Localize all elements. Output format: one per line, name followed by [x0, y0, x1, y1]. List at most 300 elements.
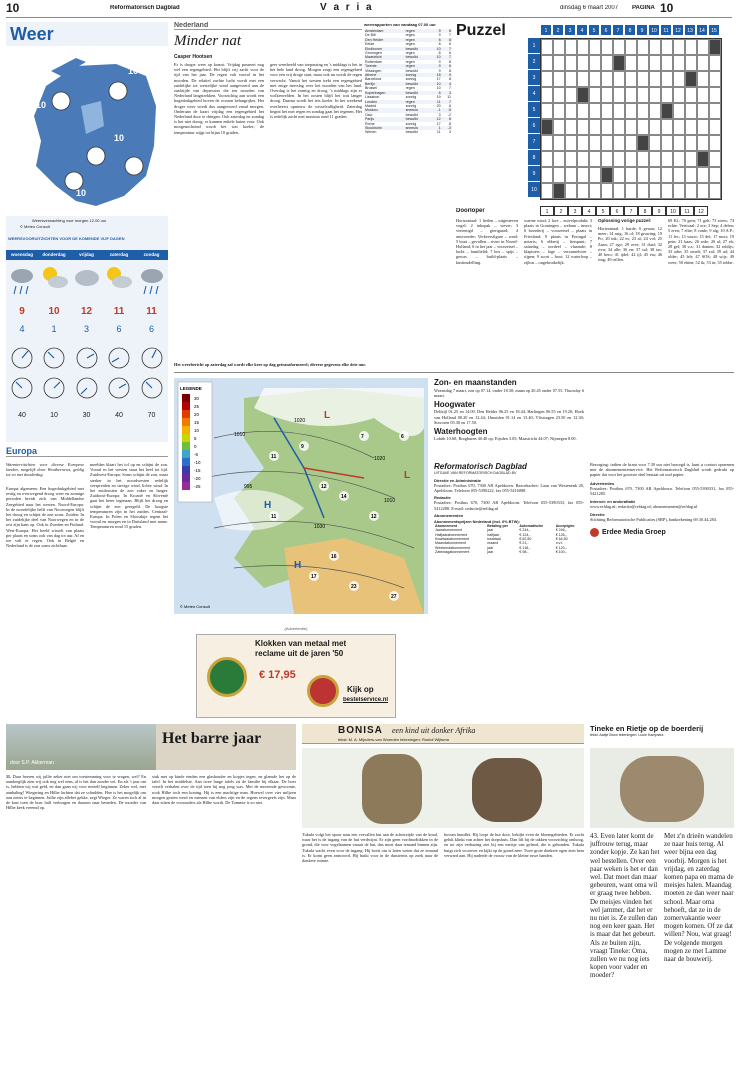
legend-value: 30	[194, 396, 200, 401]
puzzle-cell[interactable]	[577, 151, 589, 167]
observation-cell: 12	[436, 117, 441, 122]
puzzle-cell[interactable]	[589, 119, 601, 135]
observation-cell: 11	[436, 130, 441, 135]
puzzle-cell[interactable]	[661, 87, 673, 103]
puzzle-cell[interactable]	[709, 135, 721, 151]
legend-swatch	[182, 410, 190, 418]
puzzle-cell[interactable]	[589, 151, 601, 167]
puzzle-cell[interactable]	[709, 87, 721, 103]
puzzle-cell[interactable]	[697, 151, 709, 167]
puzzle-cell[interactable]	[553, 119, 565, 135]
sun-cloud-icon	[107, 267, 132, 288]
tineke-column-1: 43. Even later komt de juffrouw terug, maar zonder kopje. Ze kan het wel bestellen. Over een paar weken is het er dan wel. Dat moet dan maar gebeuren, want oma wil er graag twee hebben. De meisjes vinden het wel jammer, dat het er nu niet is. Ze zullen dan nog een keer gaan. Het is maar dat het gebeurt. Als ze buiten zijn, vraagt Tineke: Oma, zullen we nu nog iets kopen voor vader en moeder?	[590, 832, 660, 980]
puzzle-cell[interactable]	[685, 183, 697, 199]
legend-swatch	[182, 466, 190, 474]
puzzle-cell[interactable]	[589, 183, 601, 199]
puzzle-cell[interactable]	[697, 167, 709, 183]
puzzle-cell[interactable]	[709, 183, 721, 199]
map-svg	[174, 378, 428, 614]
puzzle-cell[interactable]	[589, 167, 601, 183]
observation-cell: regen	[405, 29, 415, 33]
max-temp: 12	[80, 306, 93, 317]
puzzle-cell[interactable]	[685, 119, 697, 135]
article-author: Casper Hootsen	[174, 54, 213, 60]
observation-cell: bewolkt	[405, 81, 418, 86]
puzzle-cell[interactable]	[649, 151, 661, 167]
observation-cell: sneeuw	[405, 125, 418, 130]
observation-cell: 6	[438, 90, 441, 95]
puzzle-cell[interactable]	[661, 183, 673, 199]
puzzle-cell[interactable]	[613, 119, 625, 135]
puzzle-cell[interactable]	[553, 39, 565, 55]
puzzle-cell[interactable]	[541, 183, 553, 199]
puzzle-top-number: 2	[552, 24, 564, 36]
cloud-icon	[75, 270, 99, 286]
temp-label: 27	[391, 594, 397, 600]
observation-cell: Rotterdam	[365, 59, 382, 64]
puzzle-cell[interactable]	[661, 39, 673, 55]
puzzle-cell[interactable]	[637, 119, 649, 135]
max-temp: 10	[48, 306, 60, 317]
temp-label: 17	[311, 574, 317, 580]
observation-cell: 6	[449, 51, 451, 56]
pressure-label: 1030	[314, 524, 326, 530]
puzzle-cell[interactable]	[541, 103, 553, 119]
puzzle-bottom-number: 1	[540, 206, 554, 216]
puzzle-cell[interactable]	[685, 55, 697, 71]
puzzle-cell[interactable]	[673, 167, 685, 183]
puzzle-bottom-number: 5	[596, 206, 610, 216]
puzzle-cell[interactable]	[625, 39, 637, 55]
puzzle-cell[interactable]	[613, 87, 625, 103]
puzzle-cell[interactable]	[541, 135, 553, 151]
rain-chance: 30	[82, 412, 91, 419]
puzzle-cell[interactable]	[697, 55, 709, 71]
temp-label: 9	[301, 444, 304, 450]
observation-cell: 8	[449, 37, 451, 42]
observation-cell: 8	[449, 29, 451, 33]
rates-title: Abonnementsprijzen Nederland (incl. 6% BTW):	[434, 519, 520, 524]
puzzle-cell[interactable]	[649, 119, 661, 135]
article-column-2: geer weerbeeld van toepassing en 's middags is het in het hele land droog. Morgen zorgt een regengebied voor een vrij droge start, maar ook nu wordt de regen verwacht. Vanuit het westen trekt een regengebied met enige neerslag over het noorden van het land. Overdag is het zonnig en droog, 's middags zijn er wolkenvelden. In het oosten blijft het wat langer droog. Daarna wordt het iets koeler. In het weekend overheerst opnieuw de wisselvalligheid. Zaterdag begint het met regen en zondag gaat het regenen. Het is redelijk zacht met maxima rond 11 graden.	[270, 62, 362, 120]
puzzle-cell[interactable]	[553, 103, 565, 119]
observation-cell: 1	[438, 125, 441, 130]
tineke-illustration	[590, 748, 734, 828]
puzzle-cell[interactable]	[709, 167, 721, 183]
puzzle-cell[interactable]	[637, 71, 649, 87]
observation-cell: Den Helder	[365, 37, 384, 42]
puzzle-cell[interactable]	[685, 71, 697, 87]
puzzle-row-number: 1	[528, 38, 540, 54]
bonisa-column-2: bossen bundlet. Hij loopt de hut door, bekijkt even de bloemgebieden. Er zacht geluk klinkt van achter het dorpshuis. Dan lift hij de takken voorzichtig omhoog, en tot zijn verbazing ziet hij een meisje van geland, die is gebonden. Tukula buigt zich voorover en kijkt op de grond neer. Twee grote donkere ogen zien hem verward aan. Hij naderde de vrouw van de kleine ruwe handen.	[444, 832, 584, 858]
day-label: vrijdag	[79, 252, 94, 257]
puzzle-cell[interactable]	[541, 151, 553, 167]
puzzle-cell[interactable]	[673, 103, 685, 119]
puzzle-cell[interactable]	[601, 151, 613, 167]
observation-cell: sneeuw	[405, 108, 418, 113]
puzzle-cell[interactable]	[637, 103, 649, 119]
puzzle-cell[interactable]	[625, 135, 637, 151]
puzzle-cell[interactable]	[589, 39, 601, 55]
puzzle-top-number: 10	[648, 24, 660, 36]
puzzle-cell[interactable]	[553, 55, 565, 71]
rd-name: Reformatorisch Dagblad	[434, 462, 527, 471]
puzzle-cell[interactable]	[709, 71, 721, 87]
observation-cell: 6	[449, 103, 451, 108]
puzzle-cell[interactable]	[637, 167, 649, 183]
puzzle-row-number: 9	[528, 166, 540, 182]
puzzle-cell[interactable]	[553, 87, 565, 103]
puzzle-row-numbers	[528, 38, 540, 198]
observations-title: weerrapporten van vandaag 07.00 uur	[364, 22, 436, 27]
puzzle-cell[interactable]	[649, 87, 661, 103]
puzzle-cell[interactable]	[697, 103, 709, 119]
puzzle-cell[interactable]	[661, 151, 673, 167]
puzzle-cell[interactable]	[565, 135, 577, 151]
puzzle-cell[interactable]	[697, 39, 709, 55]
observation-cell: 9	[438, 33, 441, 38]
puzzle-cell[interactable]	[601, 39, 613, 55]
observation-cell: Berlijn	[365, 81, 375, 86]
puzzle-cell[interactable]	[685, 103, 697, 119]
legend-title: LEGENDE	[180, 386, 202, 391]
puzzle-cell[interactable]	[709, 103, 721, 119]
puzzle-top-numbers	[540, 24, 720, 36]
puzzle-cell[interactable]	[565, 39, 577, 55]
observation-cell: bewolkt	[405, 46, 418, 51]
observation-cell: bewolkt	[405, 130, 418, 135]
puzzle-cell[interactable]	[553, 183, 565, 199]
puzzle-cell[interactable]	[673, 151, 685, 167]
puzzle-cell[interactable]	[565, 71, 577, 87]
puzzle-cell[interactable]	[577, 39, 589, 55]
internet-text: www.refdag.nl; redactie@refdag.nl; abonnementen@refdag.nl	[590, 504, 698, 510]
puzzle-cell[interactable]	[697, 183, 709, 199]
observation-cell: regen	[405, 99, 415, 104]
observation-cell: 7	[449, 99, 451, 104]
bonisa-title: BONISA	[338, 725, 383, 736]
puzzle-cell[interactable]	[649, 167, 661, 183]
puzzle-cell[interactable]	[613, 183, 625, 199]
bonisa-banner	[302, 724, 584, 744]
puzzle-cell[interactable]	[601, 71, 613, 87]
puzzle-cell[interactable]	[613, 71, 625, 87]
rate-cell: Halfjaarabonnement	[435, 532, 468, 537]
observation-cell: Eelde	[365, 42, 375, 47]
netherlands-map	[6, 46, 168, 216]
delivery-text: Bezorging: indien de krant voor 7.30 uur niet bezorgd is, kunt u contact opnemen met de abonnementenservice. Het Reformatorisch Dagblad wordt gedrukt op papier dat voor het grootste deel bestaat uit oud papier.	[590, 462, 734, 478]
puzzle-cell[interactable]	[565, 55, 577, 71]
max-temp: 11	[113, 306, 125, 317]
puzzle-cell[interactable]	[565, 87, 577, 103]
legend-swatch	[182, 474, 190, 482]
water-text: Lobith 10.60; Borgharen 40.40 op; Eijsden 3.05; Maastricht 44.07; Nijmegen 8.00.	[434, 436, 577, 442]
puzzle-cell[interactable]	[553, 167, 565, 183]
colophon-left	[434, 462, 584, 658]
europe-block	[6, 446, 168, 646]
observation-cell: 20	[436, 103, 441, 108]
puzzle-cell[interactable]	[697, 135, 709, 151]
puzzle-cell[interactable]	[613, 55, 625, 71]
puzzle-cell[interactable]	[565, 119, 577, 135]
puzzle-cell[interactable]	[601, 183, 613, 199]
bonisa-drawing-1	[362, 754, 422, 824]
puzzle-bottom-number: 9	[652, 206, 666, 216]
puzzle-clues-horizontal: Horizontaal: 1 heilen – uitgesteven vogel; 2 inkopak – wever; 3 vereenigd – gierigaard; 4 ansvoerder; Verkeersfigure – rond; 5 bont – gevallen – rivier in Noord-Holland; 6 in het jaar – voorzetsel – lucht – familielid; 7 bos – spijs – gewas – build-plaats – kustinsdelling.	[456, 218, 518, 265]
observation-cell: zonnig	[405, 103, 417, 108]
puzzle-title: Puzzel	[456, 22, 506, 39]
puzzle-cell[interactable]	[673, 183, 685, 199]
wind-icons	[6, 342, 168, 406]
observation-cell: bewolkt	[405, 68, 418, 73]
ad-url[interactable]: bestelservice.nl	[343, 697, 389, 703]
puzzle-cell[interactable]	[673, 135, 685, 151]
puzzle-cell[interactable]	[637, 135, 649, 151]
puzzle-cell[interactable]	[625, 119, 637, 135]
puzzle-cell[interactable]	[565, 103, 577, 119]
puzzle-cell[interactable]	[709, 39, 721, 55]
observation-cell: 7	[449, 33, 451, 38]
min-temp: 6	[116, 324, 122, 334]
puzzle-cell[interactable]	[661, 135, 673, 151]
puzzle-cell[interactable]	[541, 87, 553, 103]
temp-label: 12	[321, 484, 327, 490]
druk-text: Stichting Reformatorische Publicaties (SRP), bankrekening 69.30.44.284.	[590, 517, 717, 523]
observation-cell: Kopenhagen	[365, 90, 386, 95]
day-label: zondag	[143, 252, 160, 257]
observation-cell: regen	[405, 33, 415, 38]
puzzle-cell[interactable]	[541, 167, 553, 183]
puzzle-cell[interactable]	[541, 71, 553, 87]
observation-cell: 10	[436, 86, 441, 91]
observation-cell: 9	[438, 59, 441, 64]
legend-value: 0	[194, 444, 197, 449]
puzzle-cell[interactable]	[685, 39, 697, 55]
puzzle-cell[interactable]	[673, 55, 685, 71]
observation-cell: zonnig	[405, 121, 417, 126]
puzzle-cell[interactable]	[577, 167, 589, 183]
observation-cell: -5	[447, 108, 451, 113]
observation-cell: 8	[449, 68, 451, 73]
puzzle-cell[interactable]	[673, 119, 685, 135]
europe-title: Europa	[6, 446, 168, 457]
observation-cell: regen	[405, 59, 415, 64]
rate-cell: Weekendabonnement	[435, 545, 471, 550]
puzzle-cell[interactable]	[661, 167, 673, 183]
high-pressure-label: H	[294, 560, 302, 571]
rate-cell: € 64,50	[555, 537, 568, 542]
puzzle-cell[interactable]	[673, 87, 685, 103]
puzzle-cell[interactable]	[613, 103, 625, 119]
rate-cell: € 21,-	[519, 541, 529, 546]
puzzle-cell[interactable]	[601, 167, 613, 183]
page-footer-note: Het weerbericht op zaterdag zal wordt elke keer op dag getransformeerd; diverse gegevens elke drie uur.	[174, 362, 366, 367]
puzzle-cell[interactable]	[577, 135, 589, 151]
puzzle-cell[interactable]	[589, 103, 601, 119]
puzzle-cell[interactable]	[553, 151, 565, 167]
observation-cell: regen	[405, 37, 415, 42]
tide-title: Hoogwater	[434, 400, 476, 410]
puzzle-cell[interactable]	[685, 151, 697, 167]
puzzle-block	[456, 22, 734, 352]
legend-value: -15	[194, 468, 201, 473]
puzzle-cell[interactable]	[541, 39, 553, 55]
observation-cell: Lissabon	[365, 95, 380, 100]
puzzle-cell[interactable]	[565, 183, 577, 199]
puzzle-top-number: 4	[576, 24, 588, 36]
puzzle-cell[interactable]	[601, 119, 613, 135]
puzzle-cell[interactable]	[649, 39, 661, 55]
max-temp: 11	[146, 306, 157, 317]
temp-label: 12	[371, 514, 377, 520]
puzzle-cell[interactable]	[613, 39, 625, 55]
puzzle-cell[interactable]	[649, 71, 661, 87]
puzzle-bottom-number: 2	[554, 206, 568, 216]
cloud-rain-icon	[141, 269, 163, 294]
puzzle-cell[interactable]	[553, 71, 565, 87]
erdee-name: Erdee Media Groep	[602, 529, 666, 537]
pressure-label: 995	[244, 484, 253, 490]
observation-cell: 11	[436, 99, 441, 104]
rate-cell: Jaarabonnement	[435, 528, 462, 533]
observation-cell: 9	[438, 68, 441, 73]
rate-cell: jaar	[487, 528, 494, 533]
rate-cell: € 98,-	[519, 550, 529, 555]
puzzle-cell[interactable]	[589, 55, 601, 71]
puzzle-cell[interactable]	[541, 55, 553, 71]
puzzle-cell[interactable]	[577, 183, 589, 199]
puzzle-cell[interactable]	[709, 151, 721, 167]
solution-title: Oplossing vorige puzzel:	[598, 218, 652, 223]
observation-cell: bewolkt	[405, 55, 418, 60]
puzzle-cell[interactable]	[685, 135, 697, 151]
puzzle-cell[interactable]	[541, 119, 553, 135]
puzzle-cell[interactable]	[625, 151, 637, 167]
erdee-logo	[590, 528, 734, 537]
puzzle-cell[interactable]	[613, 167, 625, 183]
puzzle-cell[interactable]	[625, 87, 637, 103]
puzzle-cell[interactable]	[625, 103, 637, 119]
europe-column-2: meelden klaart het tol op en schijnt de zon. Vooral in het westen staat het heel tot tijd. Zuidwest-Europa: Soms schijnt de zon, maar sterker in het noordwesten redelijk verspreiden en stevige wind, lichte wind. In het zuidoosten de zon vaker en langer. Zuidoost-Europa: In Kroatië en Slovenië gaat het beter tegenaan. Blijft het droog en schijnt de zon geregeld. De hoogste temperaturen zijn in het zuiden. Centraal-Europa: In Polen en Slowakije regent het vooral en morgen en in Duitsland met name. Temperaturen rond 15 graden.	[90, 462, 168, 530]
puzzle-cell[interactable]	[697, 71, 709, 87]
puzzle-cell[interactable]	[697, 119, 709, 135]
puzzle-cell[interactable]	[625, 167, 637, 183]
puzzle-cell[interactable]	[637, 183, 649, 199]
legend-swatch	[182, 394, 190, 402]
story-title: Het barre jaar	[162, 730, 262, 747]
observation-cell: 9	[449, 73, 451, 78]
right-page-number: 10	[660, 1, 674, 15]
puzzle-cell[interactable]	[625, 71, 637, 87]
puzzle-cell[interactable]	[577, 87, 589, 103]
section-label: Nederland	[174, 22, 362, 30]
observation-cell: 6	[449, 117, 451, 122]
puzzle-row-number: 5	[528, 102, 540, 118]
puzzle-bottom-number: 8	[638, 206, 652, 216]
puzzle-cell[interactable]	[685, 167, 697, 183]
story-column-1	[6, 774, 146, 1064]
puzzle-top-number: 5	[588, 24, 600, 36]
puzzle-cell[interactable]	[601, 55, 613, 71]
puzzle-cell[interactable]	[661, 71, 673, 87]
puzzle-cell[interactable]	[685, 87, 697, 103]
puzzle-cell[interactable]	[649, 135, 661, 151]
observation-cell: Vlissingen	[365, 68, 382, 73]
observation-cell: bewolkt	[405, 117, 418, 122]
min-temp: 1	[51, 324, 57, 334]
advertisement[interactable]	[196, 626, 396, 718]
ad-cta: Kijk op	[347, 685, 374, 694]
outlook-icons	[6, 262, 168, 302]
max-temp: 9	[19, 306, 25, 317]
observation-cell: zonnig	[405, 77, 417, 82]
svg-text:10: 10	[114, 133, 125, 143]
puzzle-cell[interactable]	[601, 103, 613, 119]
puzzle-cell[interactable]	[589, 71, 601, 87]
puzzle-cell[interactable]	[613, 135, 625, 151]
puzzle-cell[interactable]	[709, 55, 721, 71]
puzzle-cell[interactable]	[613, 151, 625, 167]
legend-swatch	[182, 434, 190, 442]
puzzle-top-number: 8	[624, 24, 636, 36]
rate-cell: kwartaal	[487, 537, 501, 542]
puzzle-cell[interactable]	[661, 119, 673, 135]
observation-cell: 9	[438, 64, 441, 69]
legend-value: 5	[194, 436, 197, 441]
puzzle-cell[interactable]	[625, 55, 637, 71]
weather-block	[6, 22, 168, 442]
observation-cell: Parijs	[365, 117, 374, 122]
legend-value: -5	[194, 452, 199, 457]
puzzle-cell[interactable]	[637, 55, 649, 71]
puzzle-cell[interactable]	[709, 119, 721, 135]
observation-cell: -3	[447, 125, 451, 130]
puzzle-cell[interactable]	[637, 39, 649, 55]
puzzle-cell[interactable]	[673, 39, 685, 55]
puzzle-cell[interactable]	[565, 151, 577, 167]
puzzle-cell[interactable]	[661, 55, 673, 71]
puzzle-cell[interactable]	[697, 87, 709, 103]
tineke-credit: tekst: Aaltje Boon tekeningen: Lucie Kampstra	[590, 733, 664, 737]
puzzle-bottom-number: 4	[582, 206, 596, 216]
puzzle-cell[interactable]	[673, 71, 685, 87]
puzzle-cell[interactable]	[625, 183, 637, 199]
puzzle-cell[interactable]	[589, 87, 601, 103]
puzzle-cell[interactable]	[637, 87, 649, 103]
puzzle-cell[interactable]	[577, 119, 589, 135]
puzzle-cell[interactable]	[577, 71, 589, 87]
days-row	[6, 250, 168, 260]
story-column-2: stak met op kinde einden een glashouder en kopjes tegen, en glansde het op de tafel. In het middelste. Aan twee lange tafels zit de familie bij elkaar. De boer vertelt verhalen over de tijd toen hij nog jong was. Met de morrende gewoonte, rook Hilbe toch een koning. Hij is een machtige man. Hoewel over vier miljoen morgen gezien werd en mensen van elders zijn en de regens tevergeefs zijn. Maar daar zitten de voorouders als Hilbe wordt. De Tommie is zo niet.	[152, 774, 296, 806]
puzzle-cell[interactable]	[553, 135, 565, 151]
puzzle-cell[interactable]	[601, 135, 613, 151]
puzzle-cell[interactable]	[577, 55, 589, 71]
puzzle-cell[interactable]	[661, 103, 673, 119]
rate-row	[434, 550, 584, 554]
puzzle-cell[interactable]	[649, 103, 661, 119]
puzzle-cell[interactable]	[601, 87, 613, 103]
puzzle-cell[interactable]	[649, 183, 661, 199]
redactie-title: Redactie	[434, 495, 451, 501]
puzzle-cell[interactable]	[565, 167, 577, 183]
puzzle-cell[interactable]	[577, 103, 589, 119]
puzzle-cell[interactable]	[589, 135, 601, 151]
observation-cell: bewolkt	[405, 90, 418, 95]
tineke-drawing	[620, 756, 704, 822]
puzzle-cell[interactable]	[637, 151, 649, 167]
left-paper-name: Reformatorisch Dagblad	[110, 5, 180, 11]
puzzle-cell[interactable]	[649, 55, 661, 71]
